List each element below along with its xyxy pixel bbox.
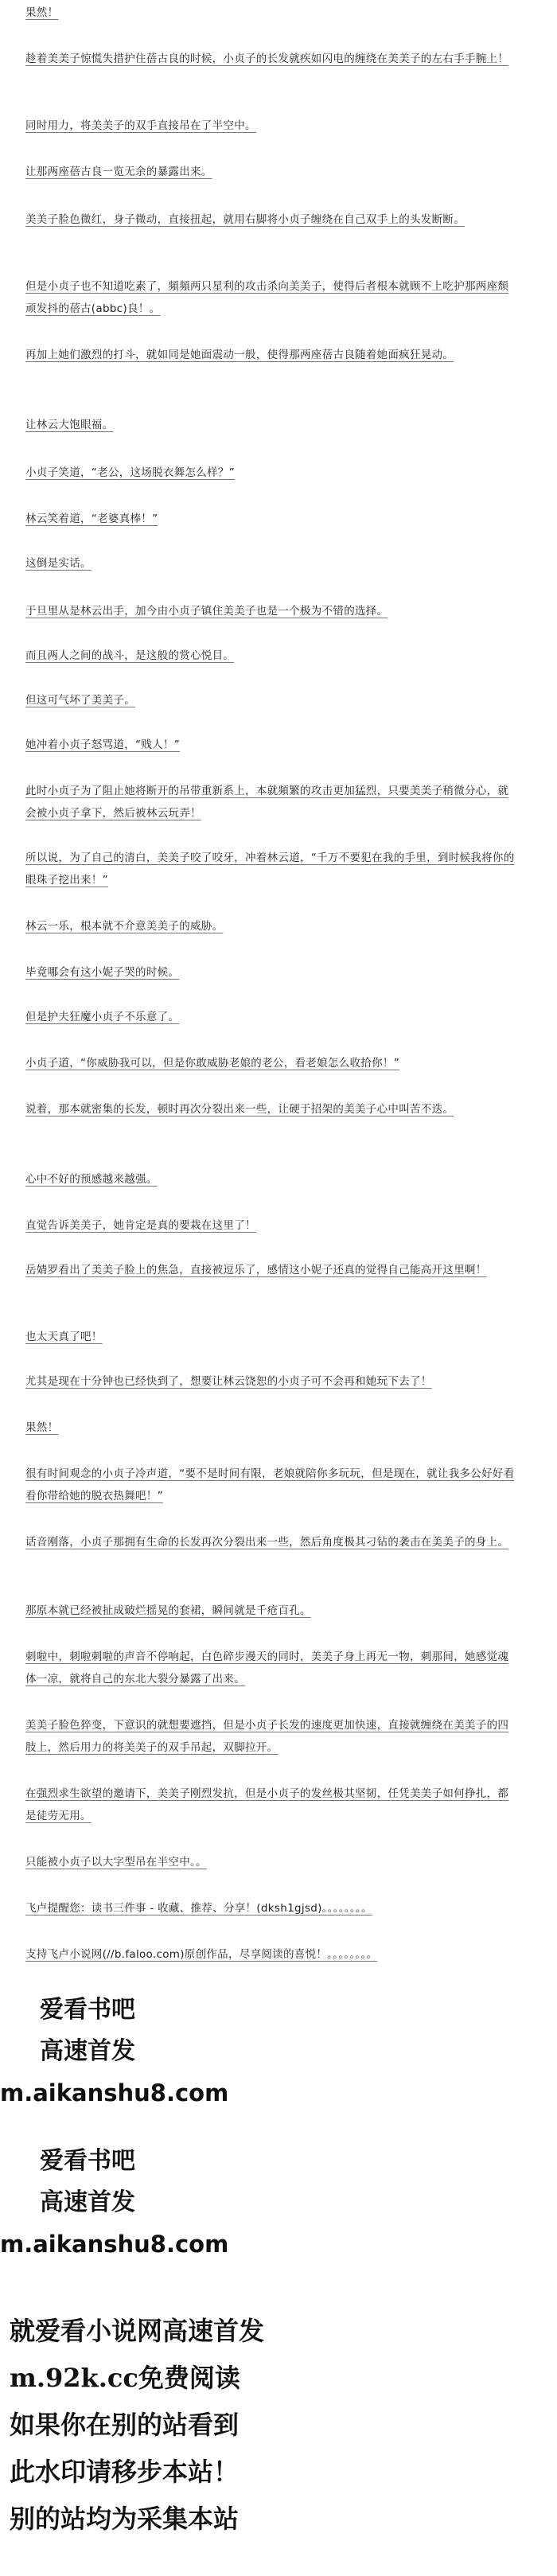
paragraph: 同时用力，将美美子的双手直接吊在了半空中。: [25, 119, 256, 132]
paragraph: 说着，那本就密集的长发，顿时再次分裂出来一些，让硬于招架的美美子心中叫苦不迭。: [25, 1103, 454, 1116]
paragraph: 让那两座蓓古良一览无余的暴露出来。: [25, 166, 212, 178]
notice-line: m.92k.cc免费阅读: [10, 2363, 240, 2393]
notice-line: 就爱看小说网高速首发: [10, 2316, 265, 2346]
paragraph: 趁着美美子惊慌失措护住蓓古良的时候，小贞子的长发就疾如闪电的缠绕在美美子的左右手手腕上！: [25, 53, 509, 65]
paragraph: 小贞子笑道，“老公，这场脱衣舞怎么样？”: [25, 466, 235, 479]
watermark-subtitle: 高速首发: [40, 2188, 135, 2216]
paragraph: 尤其是现在十分钟也已经快到了，想要让林云饶恕的小贞子可不会再和她玩下去了！: [25, 1375, 432, 1388]
watermark-subtitle: 高速首发: [40, 2037, 135, 2065]
paragraph: 而且两人之间的战斗，是这般的赏心悦目。: [25, 649, 235, 662]
site-notice: [10, 2308, 551, 2543]
paragraph: 此时小贞子为了阻止她将断开的吊带重新系上，本就頻繁的攻击更加猛烈，只要美美子稍微分心，就会被小贞子拿下，然后被林云玩弄！: [25, 785, 509, 820]
paragraph: 但是护夫狂魔小贞子不乐意了。: [25, 1011, 180, 1023]
paragraph: 让林云大饱眼福。: [25, 419, 114, 431]
paragraph: 于旦里从是林云出手，加今由小贞子镇住美美子也是一个极为不错的选择。: [25, 605, 388, 618]
watermark-title: 爱看书吧: [40, 2147, 135, 2175]
paragraph: 毕竟哪会有这小妮子哭的时候。: [25, 966, 180, 979]
paragraph: 刺啦中，刺啦刺啦的声音不停响起，白色碎步漫天的同时，美美子身上再无一物，刺那间，她感觉魂体一凉，就将自己的东北大裂分暴露了出来。: [25, 1650, 509, 1686]
watermark-block-1: [0, 1989, 557, 2114]
paragraph: 只能被小贞子以大字型吊在半空中。。: [25, 1856, 207, 1869]
paragraph: 话音刚落，小贞子那拥有生命的长发再次分裂出来一些，然后角度极其刁钻的袭击在美美子的身上。: [25, 1536, 509, 1549]
paragraph: 但是小贞子也不知道吃素了，頻頻两只星利的攻击杀向美美子，使得后者根本就顾不上吃护那两座颓顽发抖的蓓古(abbc)良！。: [25, 280, 509, 315]
paragraph: 在强烈求生欲望的邀请下，美美子刚烈发抗，但是小贞子的发丝极其坚韧，任凭美美子如何挣扎，都是徒劳无用。: [25, 1787, 509, 1822]
paragraph: 直觉告诉美美子，她肯定是真的要栽在这里了！: [25, 1219, 256, 1232]
paragraph: 小贞子道，“你威胁我可以，但是你敢威胁老娘的老公，看老娘怎么收拾你！”: [25, 1057, 399, 1070]
watermark-url: m.aikanshu8.com: [0, 2231, 229, 2258]
watermark-title: 爱看书吧: [40, 1996, 135, 2024]
watermark-block-2: [0, 2141, 557, 2265]
paragraph: 林云一乐，根本就不介意美美子的威胁。: [25, 920, 224, 933]
paragraph: 飞卢提醒您：读书三件事 - 收藏、推荐、分享！(dksh1gjsd)。。。。。。。。: [25, 1902, 372, 1915]
paragraph: 果然！: [25, 6, 59, 19]
notice-line: 如果你在别的站看到: [10, 2410, 240, 2440]
paragraph: 所以说，为了自己的清白，美美子咬了咬牙，冲着林云道，“千万不要犯在我的手里，到时候我将你的眼珠子挖出来！”: [25, 852, 515, 887]
paragraph: 这倒是实话。: [25, 557, 92, 570]
paragraph: 再加上她们激烈的打斗，就如同是她面震动一般，使得那两座蓓古良随着她面疯狂晃动。: [25, 349, 454, 361]
watermark-url: m.aikanshu8.com: [0, 2079, 229, 2106]
paragraph: 林云笑着道，“老婆真棒！”: [25, 512, 158, 525]
paragraph: 很有时间观念的小贞子冷声道，“要不是时间有限，老娘就陪你多玩玩，但是现在，就让我多公好好看看你带给她的脱衣热舞吧！”: [25, 1467, 515, 1502]
notice-line: 别的站均为采集本站: [10, 2504, 240, 2534]
paragraph: 果然！: [25, 1421, 59, 1434]
paragraph: 但这可气坏了美美子。: [25, 694, 135, 707]
notice-line: 此水印请移步本站！: [10, 2457, 240, 2487]
paragraph: 岳婧罗看出了美美子脸上的焦急，直接被逗乐了，感情这小妮子还真的觉得自己能高开这里啊！: [25, 1264, 487, 1276]
paragraph: 心中不好的预感越来越强。: [25, 1173, 158, 1186]
paragraph: 支持飞卢小说网(//b.faloo.com)原创作品，尽享阅读的喜悦！。。。。。。。。: [25, 1948, 378, 1961]
paragraph: 美美子脸色微红，身子微动，直接扭起，就用右脚将小贞子缠绕在自己双手上的头发断断。: [25, 213, 465, 226]
paragraph: 美美子脸色猝变，下意识的就想要遮挡，但是小贞子长发的速度更加快速，直接就缠绕在美美子的四肢上，然后用力的将美美子的双手吊起，双脚拉开。: [25, 1719, 509, 1754]
paragraph: 也太天真了吧！: [25, 1331, 103, 1343]
paragraph: 她冲着小贞子怒骂道，“贱人！”: [25, 739, 180, 751]
paragraph: 那原本就已经被扯成破烂摇晃的套裙，瞬间就是千疮百孔。: [25, 1604, 311, 1617]
